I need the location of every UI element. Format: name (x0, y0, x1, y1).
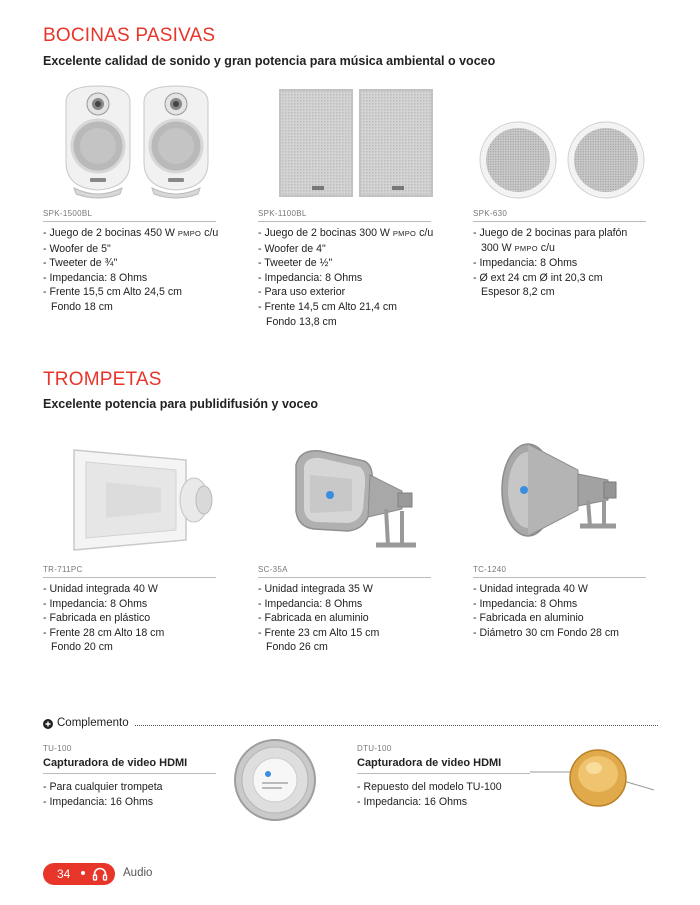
spec-item: - Frente 28 cm Alto 18 cm (43, 626, 165, 639)
spec-item: Fondo 26 cm (266, 641, 328, 654)
spec-item: - Para cualquier trompeta (43, 781, 163, 793)
spec-item: - Juego de 2 bocinas para plafón (473, 227, 628, 239)
speaker-right (144, 86, 208, 198)
spec-item: - Ø ext 24 cm Ø int 20,3 cm (473, 271, 603, 284)
spec-item: - Tweeter de ¾" (43, 257, 118, 270)
spec-item: - Frente 23 cm Alto 15 cm (258, 626, 380, 639)
spec-item: - Juego de 2 bocinas 450 W PMPO c/u (43, 227, 219, 239)
page-number: 34 (57, 867, 71, 881)
spec-item: - Unidad integrada 40 W (473, 583, 588, 595)
divider (43, 577, 216, 578)
model-code: SC-35A (258, 565, 288, 574)
spec-list (473, 226, 646, 300)
divider (258, 221, 431, 222)
dotted-divider (135, 725, 658, 726)
horn-tc1240-image (500, 440, 630, 556)
section-title-trompetas: TROMPETAS (43, 369, 162, 390)
model-code: SPK-1100BL (258, 209, 307, 218)
horn-tr711pc-image (66, 444, 216, 554)
spec-list (43, 582, 216, 655)
spec-item: - Frente 14,5 cm Alto 21,4 cm (258, 300, 397, 313)
divider (473, 577, 646, 578)
dot-separator (81, 871, 85, 875)
spec-list (357, 780, 530, 809)
product-title: Capturadora de video HDMI (43, 757, 188, 769)
spec-list (473, 582, 646, 640)
model-code: SPK-630 (473, 209, 508, 218)
spec-item: Fondo 20 cm (51, 641, 113, 654)
spec-item: - Impedancia: 8 Ohms (473, 257, 578, 270)
product-dtu100 (357, 744, 530, 809)
spec-item: - Unidad integrada 35 W (258, 583, 373, 595)
spec-item: - Impedancia: 8 Ohms (258, 271, 363, 284)
speaker-spk1500bl-image (58, 80, 218, 202)
spec-item: - Impedancia: 8 Ohms (43, 597, 148, 610)
spec-item: - Impedancia: 8 Ohms (43, 271, 148, 284)
product-tc1240 (473, 565, 646, 640)
spec-item: 300 W PMPO c/u (481, 241, 555, 254)
spec-item: - Impedancia: 8 Ohms (258, 597, 363, 610)
model-code: DTU-100 (357, 744, 392, 753)
spec-item: - Unidad integrada 40 W (43, 583, 158, 595)
divider (43, 773, 216, 774)
spec-item: - Fabricada en aluminio (473, 612, 584, 625)
divider (357, 773, 530, 774)
spec-item: - Frente 15,5 cm Alto 24,5 cm (43, 286, 182, 299)
section-subtitle-pasivas: Excelente calidad de sonido y gran potencia para música ambiental o voceo (43, 54, 496, 68)
model-code: TC-1240 (473, 565, 507, 574)
product-spk1100bl (258, 209, 434, 329)
complemento-header (43, 717, 658, 733)
divider (473, 221, 646, 222)
spec-item: - Woofer de 5" (43, 242, 111, 255)
product-sc35a (258, 565, 431, 655)
spec-list (43, 780, 216, 809)
diaphragm-dtu100-image (530, 746, 660, 812)
complemento-heading: Complemento (57, 717, 129, 729)
spec-item: - Repuesto del modelo TU-100 (357, 781, 502, 793)
spec-item: - Juego de 2 bocinas 300 W PMPO c/u (258, 227, 434, 239)
spec-item: - Impedancia: 16 Ohms (357, 795, 468, 808)
spec-item: Fondo 18 cm (51, 300, 113, 313)
product-spk1500bl (43, 209, 219, 315)
model-code: SPK-1500BL (43, 209, 93, 218)
headphones-icon (92, 866, 108, 882)
spec-item: - Diámetro 30 cm Fondo 28 cm (473, 626, 620, 639)
product-tu100 (43, 744, 216, 809)
product-title: Capturadora de video HDMI (357, 757, 502, 769)
footer-section-label: Audio (123, 867, 153, 879)
speaker-left (66, 86, 130, 198)
section-subtitle-trompetas: Excelente potencia para publidifusión y voceo (43, 397, 319, 411)
horn-sc35a-image (290, 445, 430, 557)
spec-item: - Impedancia: 8 Ohms (473, 597, 578, 610)
model-code: TR-711PC (43, 565, 83, 574)
page-number-badge (43, 863, 115, 885)
model-code: TU-100 (43, 744, 72, 753)
product-spk630 (473, 209, 646, 300)
spec-item: Fondo 13,8 cm (266, 315, 337, 328)
spec-list (258, 582, 431, 655)
divider (258, 577, 431, 578)
spec-item: - Fabricada en aluminio (258, 612, 369, 625)
spec-list (43, 226, 219, 315)
divider (43, 221, 216, 222)
speaker-spk1100bl-image (276, 88, 436, 200)
plus-circle-icon (43, 719, 53, 729)
spec-item: Espesor 8,2 cm (481, 286, 555, 299)
section-title-pasivas: BOCINAS PASIVAS (43, 25, 216, 46)
spec-item: - Fabricada en plástico (43, 612, 151, 625)
product-tr711pc (43, 565, 216, 655)
spec-list (258, 226, 434, 329)
spec-item: - Impedancia: 16 Ohms (43, 795, 154, 808)
spec-item: - Woofer de 4" (258, 242, 326, 255)
spec-item: - Tweeter de ½" (258, 257, 333, 270)
driver-tu100-image (232, 738, 318, 822)
speaker-spk630-image (472, 118, 652, 200)
spec-item: - Para uso exterior (258, 286, 346, 299)
